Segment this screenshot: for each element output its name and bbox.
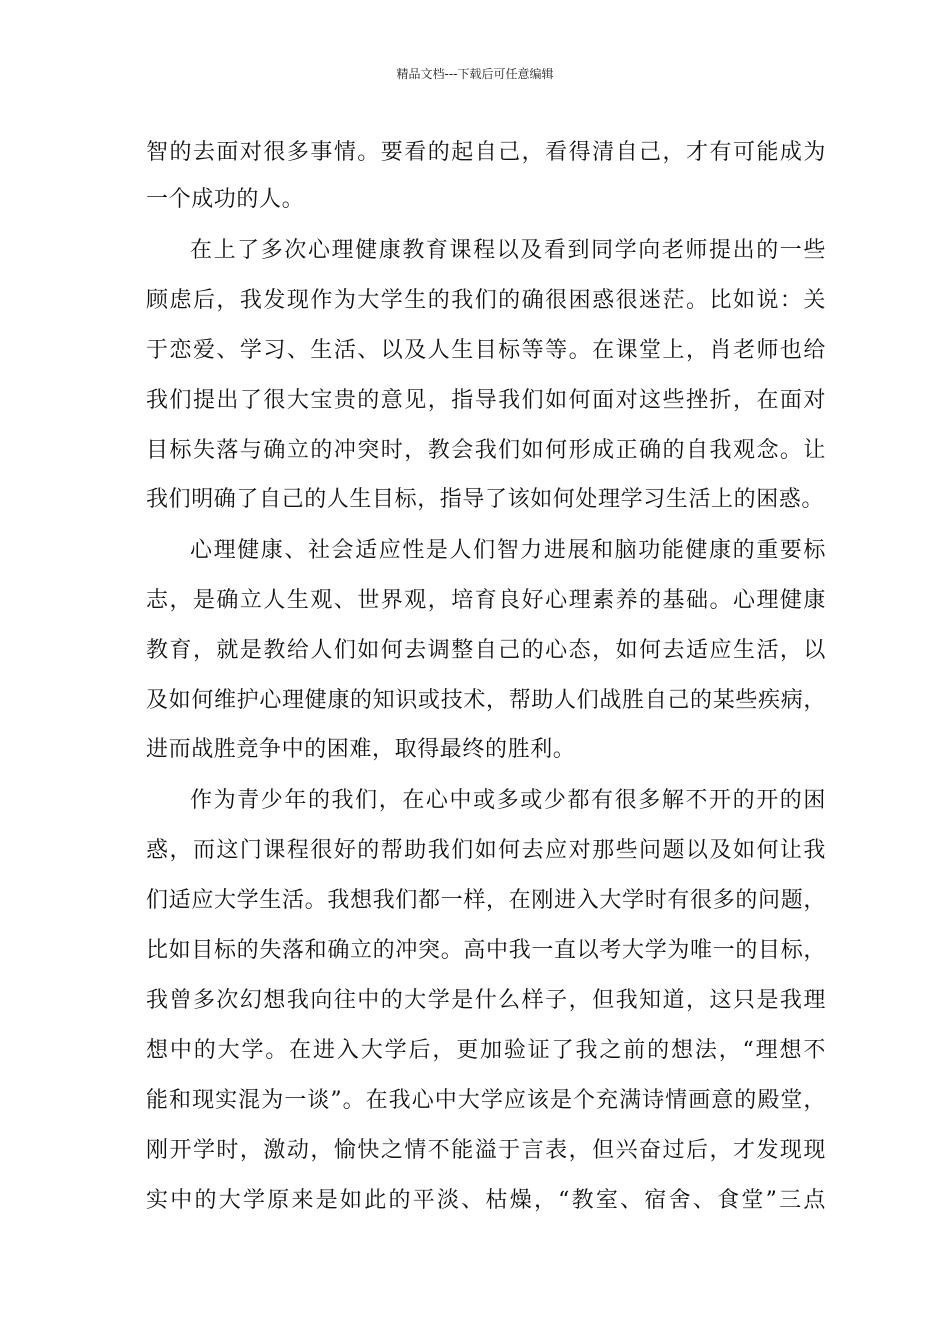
text-line: 比如目标的失落和确立的冲突。高中我一直以考大学为唯一的目标， [146, 938, 826, 963]
text-line: 志，是确立人生观、世界观，培育良好心理素养的基础。心理健康 [146, 588, 826, 613]
text-line: 顾虑后，我发现作为大学生的我们的确很困惑很迷茫。比如说：关 [146, 288, 826, 313]
text-line: 教育，就是教给人们如何去调整自己的心态，如何去适应生活，以 [146, 638, 826, 663]
text-line: 能和现实混为一谈”。在我心中大学应该是个充满诗情画意的殿堂， [146, 1088, 826, 1113]
page-header: 精品文档---下载后可任意编辑 [396, 67, 554, 81]
text-line: 刚开学时，激动，愉快之情不能溢于言表，但兴奋过后，才发现现 [146, 1138, 826, 1163]
text-line: 及如何维护心理健康的知识或技术，帮助人们战胜自己的某些疾病， [146, 688, 826, 713]
text-line: 智的去面对很多事情。要看的起自己，看得清自己，才有可能成为 [146, 140, 826, 165]
text-line: 想中的大学。在进入大学后，更加验证了我之前的想法，“理想不 [146, 1038, 826, 1063]
text-line: 目标失落与确立的冲突时，教会我们如何形成正确的自我观念。让 [146, 438, 826, 463]
text-line: 我曾多次幻想我向往中的大学是什么样子，但我知道，这只是我理 [146, 988, 826, 1013]
text-line: 作为青少年的我们，在心中或多或少都有很多解不开的开的困 [190, 788, 826, 813]
text-line: 于恋爱、学习、生活、以及人生目标等等。在课堂上，肖老师也给 [146, 338, 826, 363]
text-line: 们适应大学生活。我想我们都一样，在刚进入大学时有很多的问题， [146, 888, 826, 913]
text-line: 心理健康、社会适应性是人们智力进展和脑功能健康的重要标 [190, 538, 826, 563]
text-line: 我们明确了自己的人生目标，指导了该如何处理学习生活上的困惑。 [146, 487, 825, 512]
text-line: 进而战胜竞争中的困难，取得最终的胜利。 [146, 737, 576, 762]
text-line: 在上了多次心理健康教育课程以及看到同学向老师提出的一些 [190, 238, 826, 263]
text-line: 一个成功的人。 [146, 187, 305, 212]
text-line: 惑，而这门课程很好的帮助我们如何去应对那些问题以及如何让我 [146, 838, 826, 863]
text-line: 实中的大学原来是如此的平淡、枯燥，“教室、宿舍、食堂”三点 [146, 1188, 826, 1213]
text-line: 我们提出了很大宝贵的意见，指导我们如何面对这些挫折，在面对 [146, 388, 826, 413]
